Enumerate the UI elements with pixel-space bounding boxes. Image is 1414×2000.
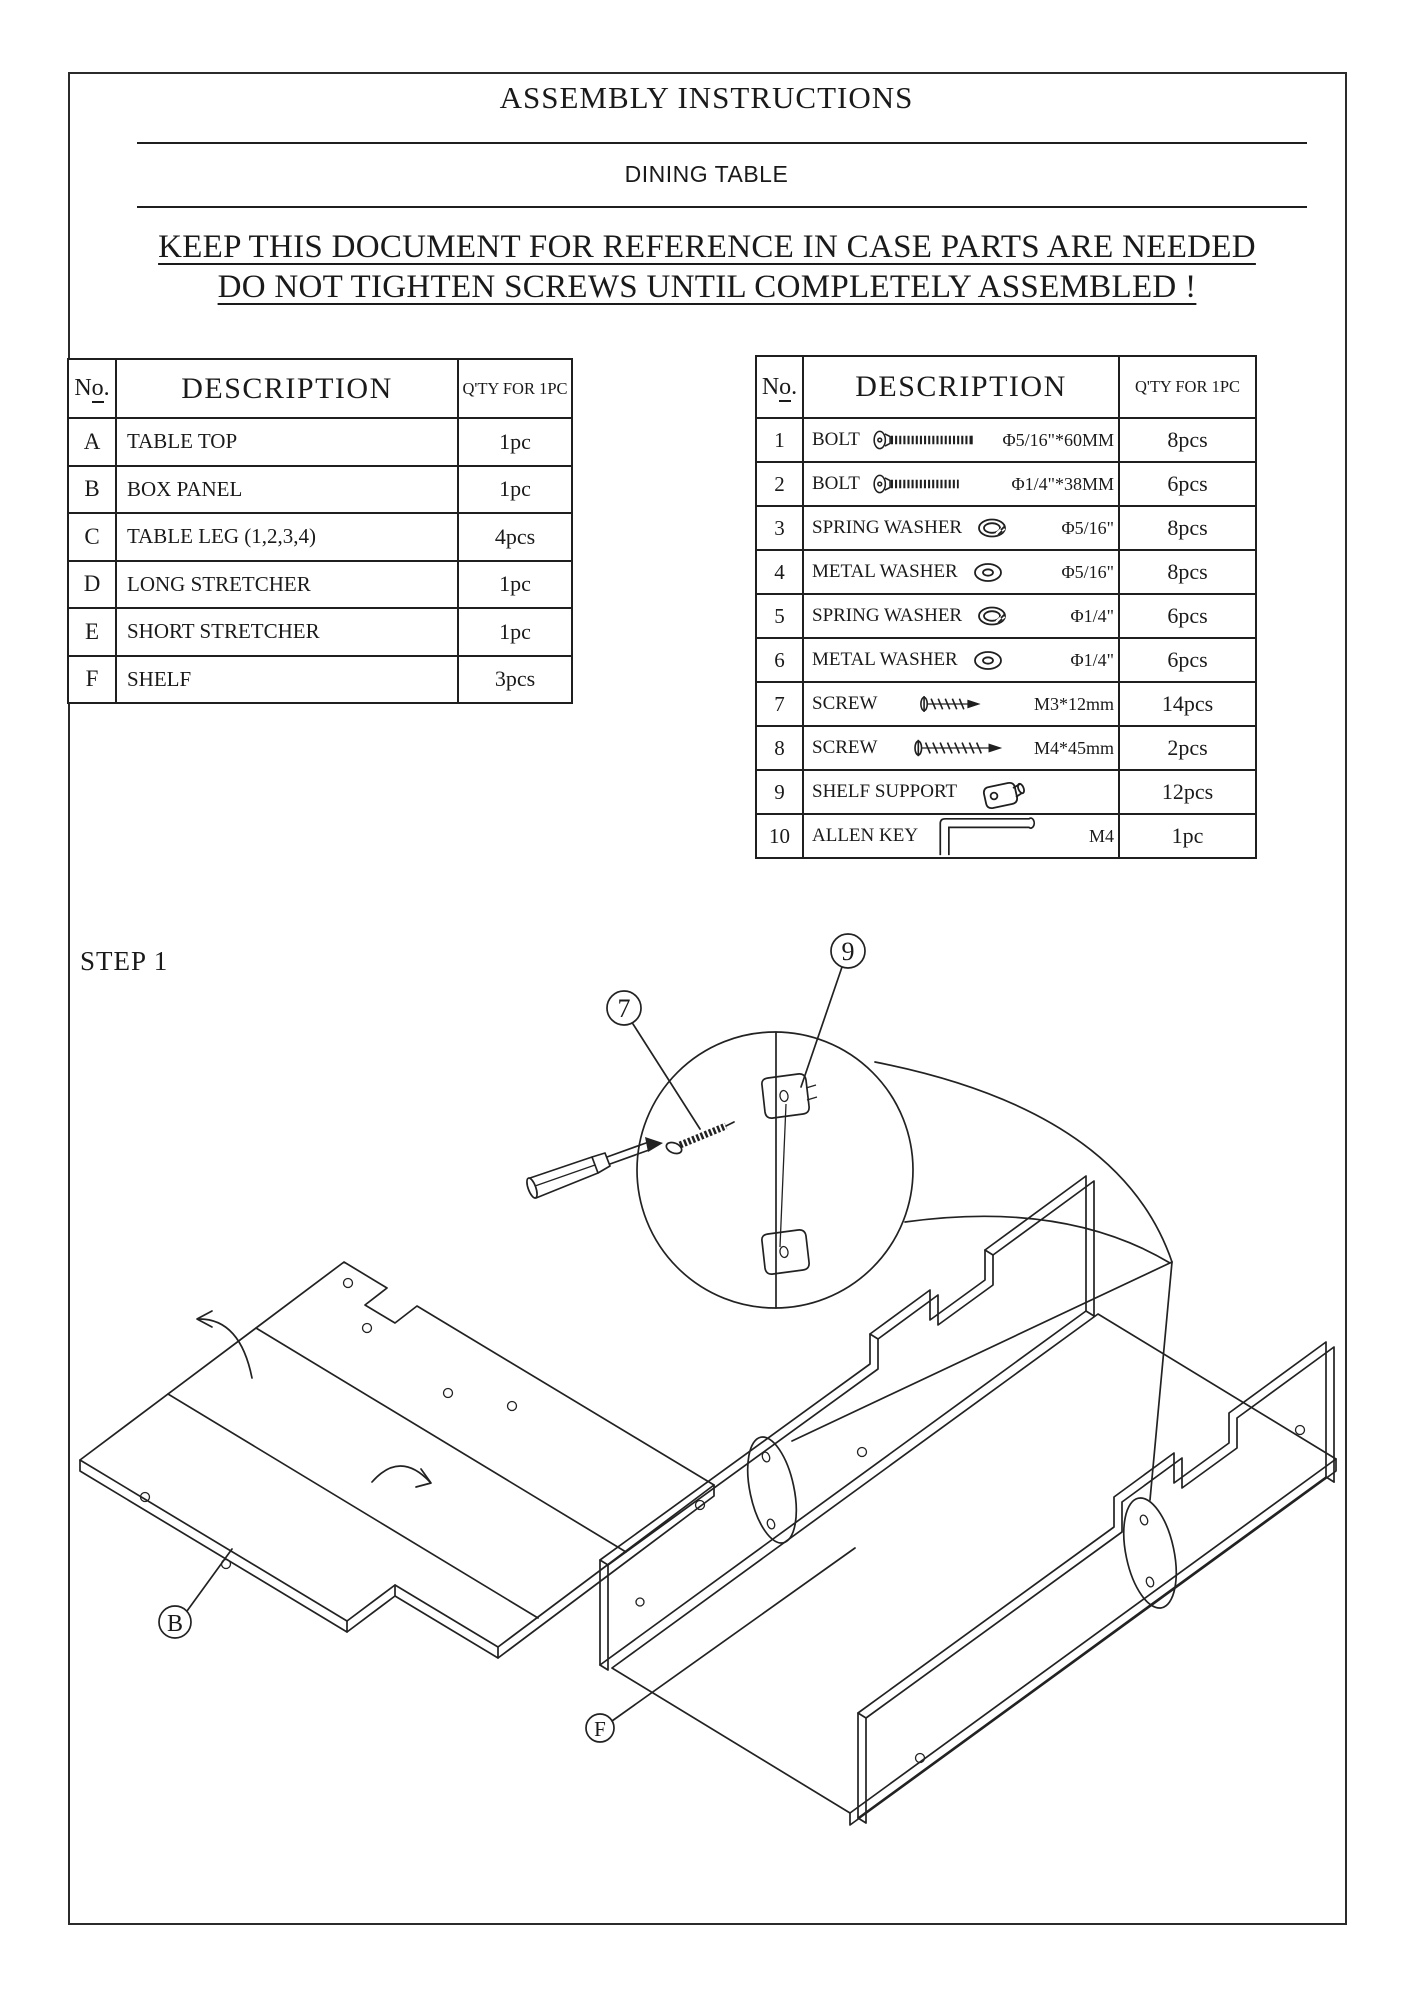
col-header-description: DESCRIPTION [116,359,458,418]
shelf-support-lower [762,1230,809,1274]
part-description: TABLE LEG (1,2,3,4) [116,513,458,561]
part-qty: 1pc [458,466,572,514]
part-qty: 4pcs [458,513,572,561]
hw-spec: Φ5/16" [1061,517,1114,538]
col-header-no: No. [756,356,803,418]
part-qty: 1pc [458,418,572,466]
hw-spec: Φ1/4" [1070,605,1114,626]
step-label: STEP 1 [80,946,169,976]
hw-qty: 1pc [1119,814,1256,858]
callout-box-panel-label: B [166,1611,184,1637]
part-no: E [68,608,116,656]
hw-name: SPRING WASHER [812,605,963,626]
hw-name: SCREW [812,737,878,758]
part-no: C [68,513,116,561]
hw-no: 8 [756,726,803,770]
page-title: ASSEMBLY INSTRUCTIONS [499,80,914,115]
hw-no: 4 [756,550,803,594]
hw-qty: 6pcs [1119,638,1256,682]
part-description: SHELF [116,656,458,704]
part-description: LONG STRETCHER [116,561,458,609]
warning-line-1: KEEP THIS DOCUMENT FOR REFERENCE IN CASE PARTS ARE NEEDED [158,229,1256,265]
callout-shelf-support [801,934,865,1087]
col-header-qty: Q'TY FOR 1PC [1119,356,1256,418]
part-qty: 1pc [458,608,572,656]
col-header-description: DESCRIPTION [803,356,1119,418]
col-header-qty: Q'TY FOR 1PC [458,359,572,418]
hw-name: ALLEN KEY [812,825,919,846]
hw-spec: Φ1/4" [1070,649,1114,670]
hw-name: SPRING WASHER [812,517,963,538]
hw-no: 5 [756,594,803,638]
hw-no: 1 [756,418,803,462]
page-subtitle: DINING TABLE [624,161,789,187]
part-description: BOX PANEL [116,466,458,514]
magnifier-circle [525,934,913,1308]
hw-qty: 2pcs [1119,726,1256,770]
fold-arrow-right-icon [372,1466,431,1487]
joint-highlight-left [739,1433,804,1548]
hw-no: 3 [756,506,803,550]
box-panel-b-drawing [80,1262,714,1658]
hw-no: 9 [756,770,803,814]
callout-box-panel [159,1549,232,1638]
hw-spec: M4*45mm [1033,737,1114,758]
callout-shelf-label: F [594,1717,606,1741]
shelf-support-upper [762,1074,817,1118]
hw-spec: M3*12mm [1033,693,1114,714]
hw-spec: Φ5/16"*60MM [1002,429,1114,450]
part-no: B [68,466,116,514]
hw-no: 2 [756,462,803,506]
hw-name: METAL WASHER [812,649,958,670]
hw-name: BOLT [812,429,860,450]
part-no: D [68,561,116,609]
part-qty: 1pc [458,561,572,609]
hw-qty: 8pcs [1119,550,1256,594]
callout-screw-label: 7 [617,994,631,1023]
hw-name: SHELF SUPPORT [812,781,958,802]
hw-name: BOLT [812,473,860,494]
magnifier-leader-curves [792,1062,1172,1500]
warning-line-2: DO NOT TIGHTEN SCREWS UNTIL COMPLETELY ASSEMBLED ! [217,269,1197,305]
fold-arrow-left-icon [197,1311,252,1378]
hw-qty: 6pcs [1119,462,1256,506]
hw-spec: Φ1/4"*38MM [1011,473,1114,494]
part-no: A [68,418,116,466]
hw-spec: M4 [1088,825,1114,846]
hw-qty: 6pcs [1119,594,1256,638]
part-description: TABLE TOP [116,418,458,466]
hw-name: SCREW [812,693,878,714]
hw-qty: 14pcs [1119,682,1256,726]
hw-no: 7 [756,682,803,726]
hw-no: 6 [756,638,803,682]
col-header-no: No. [68,359,116,418]
part-qty: 3pcs [458,656,572,704]
shelf-box-drawing [586,1176,1336,1825]
hw-qty: 8pcs [1119,506,1256,550]
hw-no: 10 [756,814,803,858]
screwdriver [525,1137,663,1199]
hw-spec: Φ5/16" [1061,561,1114,582]
callout-shelf-support-label: 9 [841,937,855,966]
part-no: F [68,656,116,704]
part-description: SHORT STRETCHER [116,608,458,656]
callout-screw [607,991,700,1129]
hw-qty: 12pcs [1119,770,1256,814]
hw-qty: 8pcs [1119,418,1256,462]
hw-name: METAL WASHER [812,561,958,582]
